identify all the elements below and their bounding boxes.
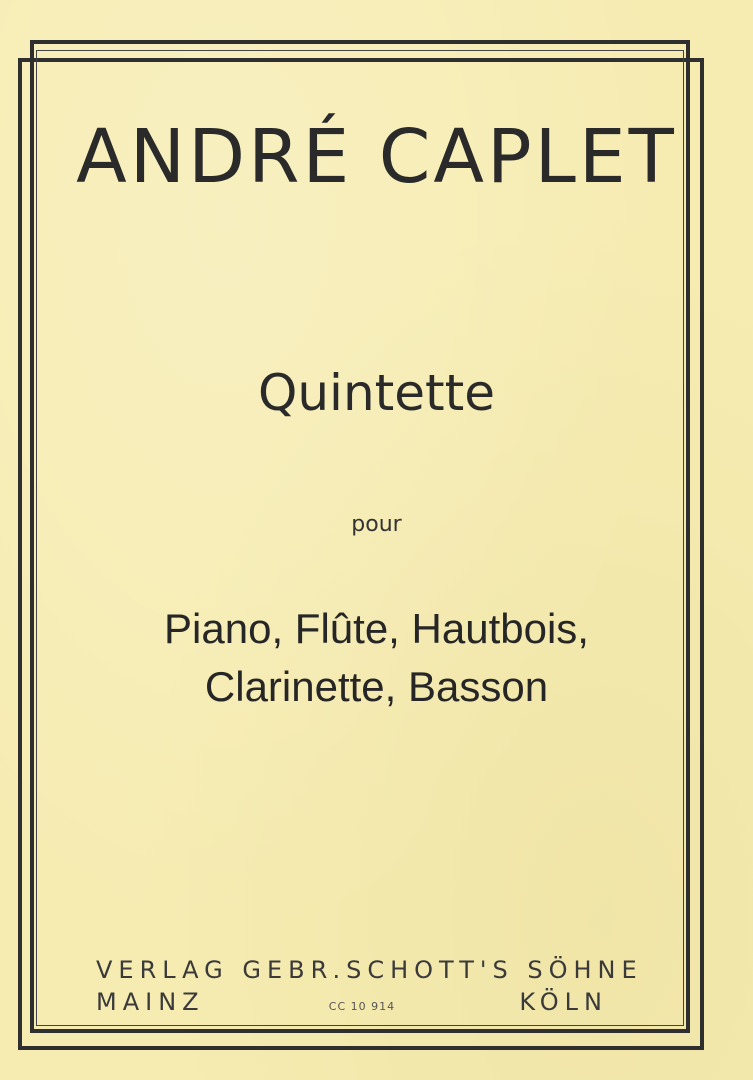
publisher-city-left: MAINZ xyxy=(96,988,205,1016)
work-title: Quintette xyxy=(258,364,495,422)
publisher-city-right: KÖLN xyxy=(519,988,608,1016)
instrumentation xyxy=(0,600,753,716)
publisher-name-right: SCHOTT'S SÖHNE xyxy=(346,956,643,984)
publisher-name-left: VERLAG GEBR. xyxy=(96,956,347,984)
catalog-code: CC 10 914 xyxy=(328,1000,396,1013)
publisher-imprint xyxy=(96,956,643,1016)
instrumentation-line-1: Piano, Flûte, Hautbois, xyxy=(164,605,589,652)
composer-name: ANDRÉ CAPLET xyxy=(76,114,677,200)
publisher-city-row xyxy=(96,990,608,1014)
publisher-name-row xyxy=(96,956,643,984)
instrumentation-line-2: Clarinette, Basson xyxy=(204,663,549,710)
preposition-text: pour xyxy=(351,512,402,537)
